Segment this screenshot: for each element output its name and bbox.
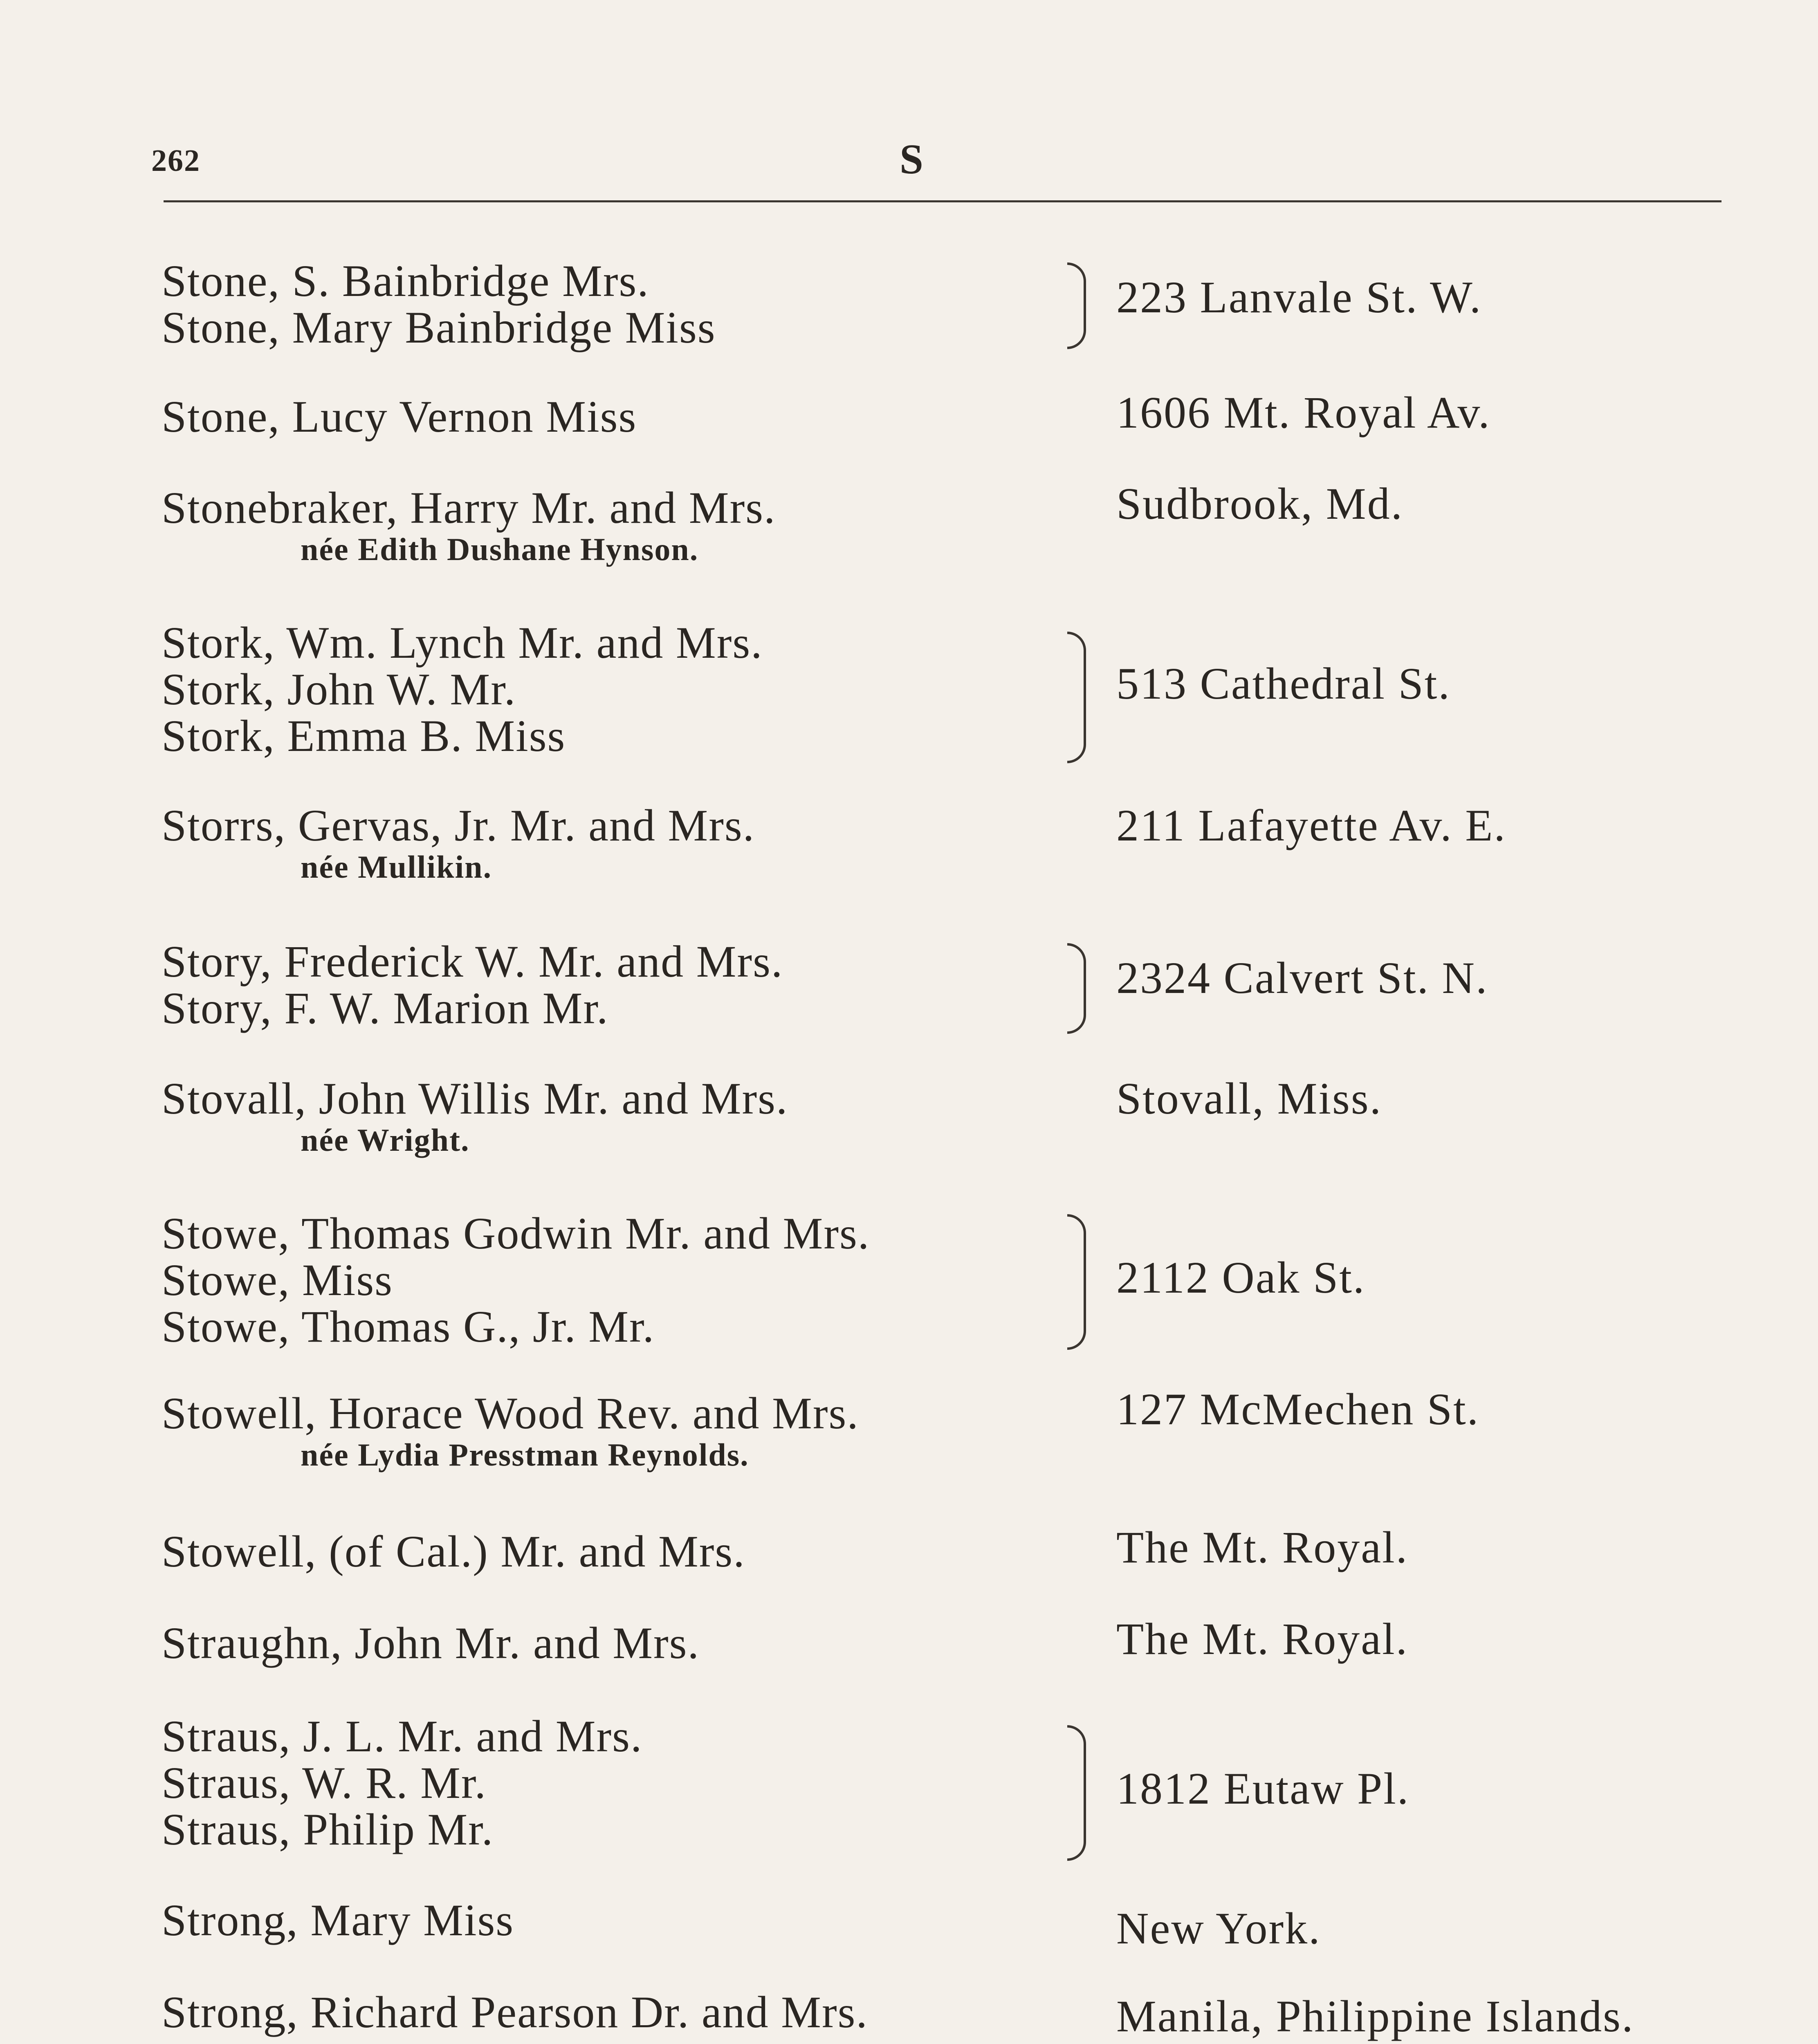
entry-names <box>162 1713 1082 1853</box>
entry-name: Stovall, John Willis Mr. and Mrs. <box>162 1074 788 1123</box>
entry-name: Story, Frederick W. Mr. and Mrs. <box>162 937 783 986</box>
entry-name: Story, F. W. Marion Mr. <box>162 983 609 1033</box>
entry-address: Manila, Philippine Islands. <box>1116 1991 1634 2041</box>
entry-name: Strong, Mary Miss <box>162 1895 514 1945</box>
entry-name: Straughn, John Mr. and Mrs. <box>162 1618 700 1668</box>
entry-name: Stone, Mary Bainbridge Miss <box>162 303 716 352</box>
entry-address: 1812 Eutaw Pl. <box>1116 1764 1410 1813</box>
entry-names <box>162 1210 1082 1350</box>
entry-names <box>162 1390 1082 1473</box>
grouping-brace <box>1067 632 1086 763</box>
entry-name: Stowe, Thomas Godwin Mr. and Mrs. <box>162 1208 870 1258</box>
entry-name: Stowell, (of Cal.) Mr. and Mrs. <box>162 1526 745 1576</box>
grouping-brace <box>1067 1214 1086 1350</box>
entry-names <box>162 1620 1082 1666</box>
entry-address: 211 Lafayette Av. E. <box>1116 800 1506 850</box>
entry-nee: née Wright. <box>301 1122 470 1158</box>
grouping-brace <box>1067 262 1086 349</box>
entry-names <box>162 258 1082 351</box>
grouping-brace <box>1067 1725 1086 1861</box>
entry-name: Stone, S. Bainbridge Mrs. <box>162 256 649 306</box>
entry-address: 513 Cathedral St. <box>1116 659 1451 708</box>
entry-names <box>162 1075 1082 1159</box>
entry-name: Stone, Lucy Vernon Miss <box>162 392 637 442</box>
entry-names <box>162 484 1082 568</box>
entry-address: Sudbrook, Md. <box>1116 479 1404 529</box>
entry-address: New York. <box>1116 1903 1321 1953</box>
entry-nee: née Mullikin. <box>301 849 492 885</box>
entry-address: 2112 Oak St. <box>1116 1253 1366 1302</box>
entry-names <box>162 393 1082 440</box>
entry-address: The Mt. Royal. <box>1116 1614 1409 1664</box>
entry-address: The Mt. Royal. <box>1116 1522 1409 1572</box>
entry-names <box>162 1897 1082 1943</box>
entry-nee: née Lydia Presstman Reynolds. <box>301 1437 749 1472</box>
entry-name: Straus, W. R. Mr. <box>162 1758 487 1808</box>
entry-nee: née Edith Dushane Hynson. <box>301 531 699 567</box>
entry-names <box>162 938 1082 1031</box>
entry-names <box>162 1989 1082 2035</box>
entry-name: Stork, John W. Mr. <box>162 664 516 714</box>
entry-name: Stork, Wm. Lynch Mr. and Mrs. <box>162 618 763 668</box>
entry-address: 1606 Mt. Royal Av. <box>1116 388 1491 437</box>
entry-names <box>162 1528 1082 1575</box>
entry-name: Stork, Emma B. Miss <box>162 711 566 761</box>
entry-name: Stowe, Thomas G., Jr. Mr. <box>162 1302 655 1351</box>
entry-name: Storrs, Gervas, Jr. Mr. and Mrs. <box>162 800 755 850</box>
entry-name: Strong, Richard Pearson Dr. and Mrs. <box>162 1987 868 2037</box>
entry-name: Stowe, Miss <box>162 1255 393 1305</box>
entry-names <box>162 619 1082 759</box>
entry-address: 223 Lanvale St. W. <box>1116 272 1482 322</box>
page-number: 262 <box>151 143 200 178</box>
entry-name: Straus, J. L. Mr. and Mrs. <box>162 1711 643 1761</box>
section-letter: S <box>900 136 923 183</box>
entry-name: Straus, Philip Mr. <box>162 1804 494 1854</box>
entry-name: Stowell, Horace Wood Rev. and Mrs. <box>162 1388 859 1438</box>
entry-name: Stonebraker, Harry Mr. and Mrs. <box>162 483 776 533</box>
entry-address: Stovall, Miss. <box>1116 1074 1383 1123</box>
entry-address: 127 McMechen St. <box>1116 1384 1480 1434</box>
entry-names <box>162 802 1082 885</box>
grouping-brace <box>1067 943 1086 1034</box>
entry-address: 2324 Calvert St. N. <box>1116 953 1488 1003</box>
